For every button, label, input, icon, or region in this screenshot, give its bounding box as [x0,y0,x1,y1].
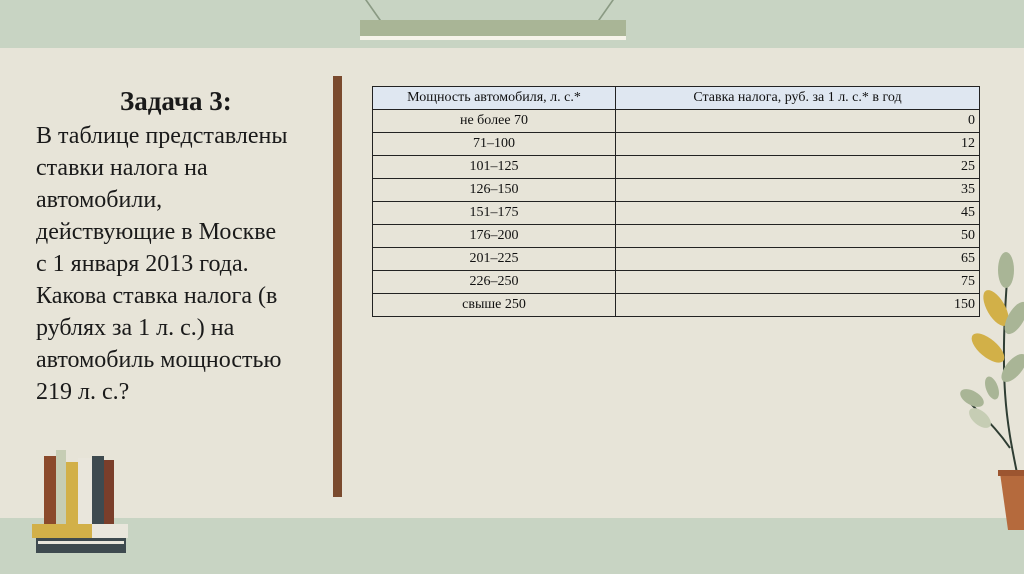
table-row [373,202,980,225]
task-text-line: 219 л. с.? [36,379,130,405]
cell-rate: 35 [616,179,980,202]
tax-rate-table [372,86,980,317]
bottom-decor-band [0,518,1024,574]
vertical-divider [333,76,342,497]
task-text-line: ставки налога на [36,155,208,181]
cell-rate: 12 [616,133,980,156]
cell-power: 101–125 [373,156,616,179]
table-row [373,133,980,156]
task-title: Задача 3: [120,86,232,116]
cell-power: 201–225 [373,248,616,271]
task-text-line: В таблице представлены [36,123,288,149]
cell-power: не более 70 [373,110,616,133]
task-text-line: рублях за 1 л. с.) на [36,315,235,341]
potted-plant-icon [958,248,1024,538]
table-row [373,179,980,202]
table-row [373,110,980,133]
table-row [373,271,980,294]
task-text-line: автомобили, [36,187,163,213]
cell-rate: 0 [616,110,980,133]
cell-power: 226–250 [373,271,616,294]
header-rate: Ставка налога, руб. за 1 л. с.* в год [616,87,980,110]
task-text-line: с 1 января 2013 года. [36,251,249,277]
table-row [373,225,980,248]
cell-rate: 50 [616,225,980,248]
table-row [373,248,980,271]
cell-rate: 45 [616,202,980,225]
hanging-lamp-bar [360,20,626,36]
table-header-row [373,87,980,110]
table-row [373,294,980,317]
cell-rate: 75 [616,271,980,294]
table-row [373,156,980,179]
books-stack-icon [30,450,130,555]
task-text [36,120,326,408]
cell-power: 126–150 [373,179,616,202]
task-text-line: действующие в Москве [36,219,277,245]
header-power: Мощность автомобиля, л. с.* [373,87,616,110]
task-text-line: Какова ставка налога (в [36,283,278,309]
cell-rate: 65 [616,248,980,271]
cell-power: 151–175 [373,202,616,225]
hanging-lamp-shade [360,36,626,40]
cell-power: свыше 250 [373,294,616,317]
cell-rate: 25 [616,156,980,179]
cell-power: 71–100 [373,133,616,156]
cell-rate: 150 [616,294,980,317]
task-text-line: автомобиль мощностью [36,347,282,373]
cell-power: 176–200 [373,225,616,248]
